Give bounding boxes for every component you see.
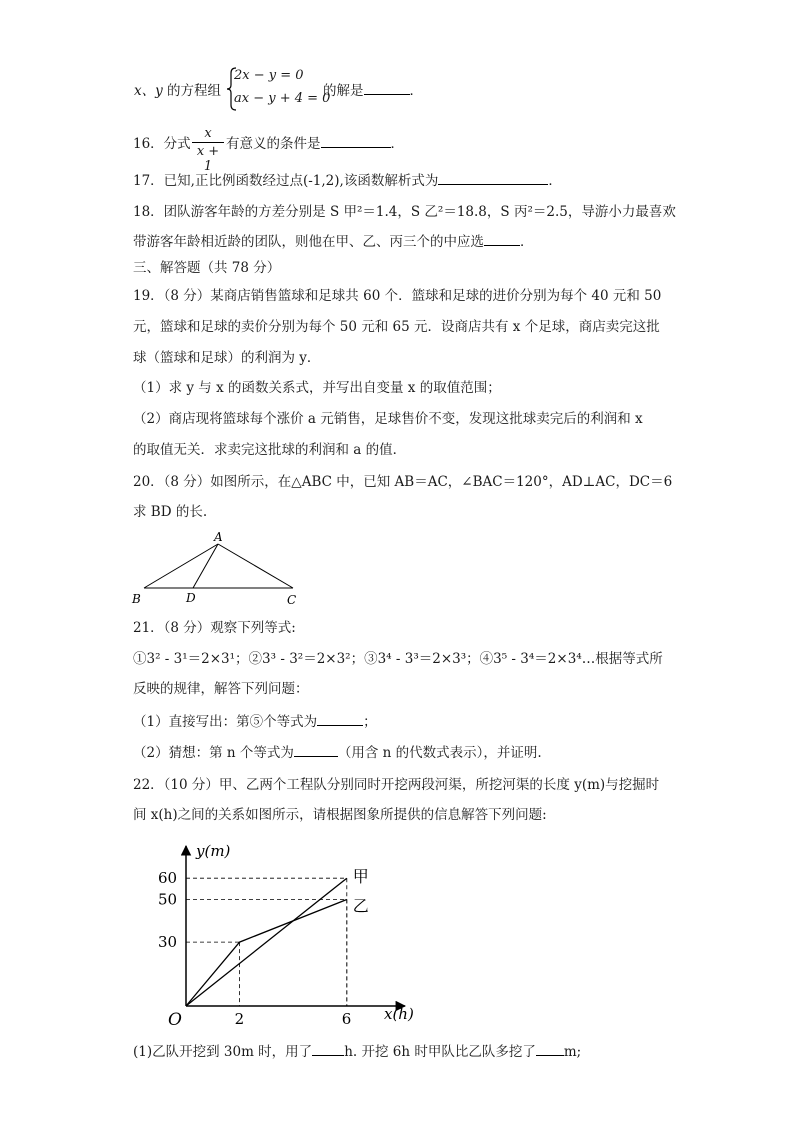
q16-after: 有意义的条件是 (226, 136, 321, 152)
q22-line-1: 22．（10 分）甲、乙两个工程队分别同时开挖两段河渠，所挖河渠的长度 y(m)与挖掘时 (133, 777, 660, 793)
q15-text-2: 的解是 (323, 83, 364, 99)
q19-line-2: 元，篮球和足球的卖价分别为每个 50 元和 65 元．设商店共有 x 个足球，商店卖完这批 (133, 319, 660, 335)
series-label-1: 甲 (352, 867, 369, 887)
answer-blank[interactable] (294, 744, 338, 757)
segment-ad (193, 544, 218, 588)
q21-part1-text: （1）直接写出：第⑤个等式为 (133, 714, 318, 730)
answer-blank[interactable] (536, 1043, 564, 1056)
section-title: 三、解答题（共 78 分） (133, 260, 281, 276)
q15-text-1: 的方程组 (167, 83, 222, 99)
q19-line-3: 球（篮球和足球）的利润为 y． (133, 350, 321, 366)
q21-line-5 (133, 744, 542, 762)
q22-part1-mid: h. 开挖 6h 时甲队比乙队多挖了 (344, 1044, 536, 1060)
x-tick-label: 2 (234, 1010, 245, 1028)
q16-text (133, 135, 191, 153)
q18-body: 带游客年龄相近龄的团队，则他在甲、乙、丙三个的中应选 (133, 234, 484, 250)
segment-ab (144, 544, 218, 588)
triangle-figure (130, 530, 305, 608)
equation-2: ax − y + 4 = 0 (234, 91, 331, 106)
fraction-bar (192, 142, 224, 143)
q16-suffix: 有意义的条件是 ． (226, 136, 404, 152)
q19-line-5: （2）商店现将篮球每个涨价 a 元销售，足球售价不变，发现这批球卖完后的利润和 x (133, 411, 643, 427)
q20-line-2: 求 BD 的长. (133, 504, 208, 520)
answer-blank[interactable] (312, 1043, 344, 1056)
q21-line-4 (133, 713, 377, 731)
x-axis-label: x(h) (384, 1005, 414, 1023)
vertex-label-c: C (287, 593, 297, 607)
q21-part1-end: ； (363, 714, 377, 730)
q17-text: 17．已知,正比例函数经过点(-1,2),该函数解析式为 ． (133, 173, 562, 189)
q15-variables: x、y (134, 83, 163, 99)
q19-line-6: 的取值无关．求卖完这批球的利润和 a 的值． (133, 442, 407, 458)
answer-blank[interactable] (364, 82, 410, 95)
q21-part2-text: （2）猜想：第 n 个等式为 (133, 745, 294, 761)
series-line-2 (186, 900, 347, 1007)
fraction-numerator: x (204, 126, 212, 141)
vertex-label-a: A (214, 530, 223, 544)
origin-label: O (168, 1010, 182, 1030)
answer-blank[interactable] (317, 713, 363, 726)
q21-line-3: 反映的规律，解答下列问题： (133, 681, 309, 697)
y-axis-label: y(m) (196, 842, 231, 860)
vertex-label-d: D (186, 591, 196, 605)
q21-line-1: 21．（8 分）观察下列等式: (133, 620, 296, 636)
q18-line-1: 18．团队游客年龄的方差分别是 S 甲²＝1.4，S 乙²＝18.8，S 丙²＝2.5，导游小力最喜欢 (133, 204, 676, 220)
q22-line-2: 间 x(h)之间的关系如图所示，请根据图象所提供的信息解答下列问题: (133, 807, 547, 823)
q19-line-1: 19．（8 分）某商店销售篮球和足球共 60 个．篮球和足球的进价分别为每个 40 元和 50 (133, 288, 662, 304)
answer-blank[interactable] (484, 233, 520, 246)
q21-line-2: ①3² - 3¹＝2×3¹；②3³ - 3²＝2×3²；③3⁴ - 3³＝2×3³；④3⁵ - 3⁴＝2×3⁴…根据等式所 (133, 651, 663, 667)
q16-before: 16．分式 (133, 136, 191, 152)
x-tick-label: 6 (341, 1010, 352, 1028)
q21-part2-end: （用含 n 的代数式表示），并证明. (337, 745, 542, 761)
series-label-2: 乙 (352, 896, 369, 916)
answer-blank[interactable] (438, 172, 548, 185)
q19-line-4: （1）求 y 与 x 的函数关系式，并写出自变量 x 的取值范围； (133, 380, 501, 396)
fraction (192, 126, 224, 174)
q18-line-2: 带游客年龄相近龄的团队，则他在甲、乙、丙三个的中应选 ． (133, 234, 534, 250)
q15-suffix: 的解是 ． (323, 83, 423, 99)
y-tick-label: 50 (158, 890, 178, 909)
line-chart (150, 838, 420, 1030)
q20-line-1: 20．（8 分）如图所示，在△ABC 中，已知 AB＝AC，∠BAC＝120°，AD⊥AC，DC＝6 (133, 474, 673, 490)
q22-part1-end: m; (563, 1044, 582, 1060)
answer-blank[interactable] (321, 135, 391, 148)
equation-1: 2x − y = 0 (234, 68, 304, 83)
y-tick-label: 60 (158, 869, 178, 888)
vertex-label-b: B (132, 592, 141, 606)
q15-prefix (134, 82, 221, 100)
q22-line-3 (133, 1043, 581, 1061)
q17-body: 17．已知,正比例函数经过点(-1,2),该函数解析式为 (133, 173, 439, 189)
equation-system (226, 66, 331, 112)
q22-part1-text: (1)乙队开挖到 30m 时，用了 (133, 1044, 313, 1060)
segment-ac (218, 544, 293, 588)
y-tick-label: 30 (158, 933, 178, 952)
fraction-denominator: x + 1 (196, 144, 220, 174)
